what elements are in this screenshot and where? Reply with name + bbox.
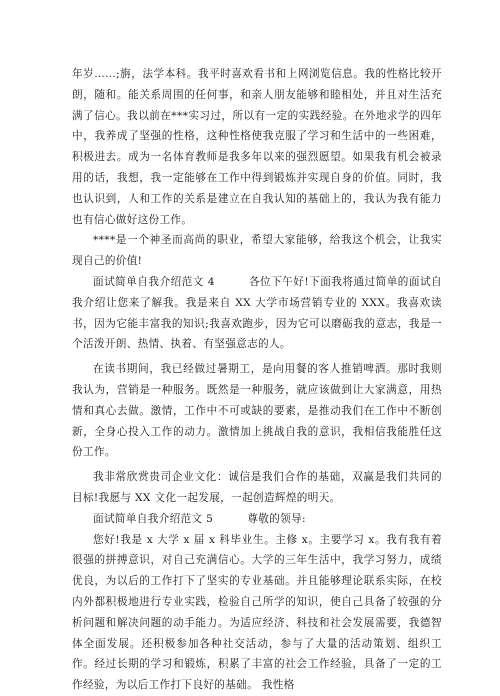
section-text: 尊敬的领导:	[247, 512, 306, 525]
section-paragraph	[72, 272, 442, 355]
document-page	[72, 64, 442, 696]
body-paragraph: 在读书期间，我已经做过暑期工，是向用餐的客人推销啤酒。那时我则我认为，营销是一种服务。既然是一种服务，就应该做到让大家满意，用热情和真心去做。激情，工作中不可或缺的要素，是推动我们在工作中不断创新，全身心投入工作的动力。激情加上挑战自我的意识，我相信我能胜任这份工作。	[72, 363, 442, 459]
section-heading: 面试简单自我介绍范文 5	[93, 512, 214, 525]
body-paragraph: ****是一个神圣而高尚的职业，希望大家能够，给我这个机会，让我实现自己的价值!	[72, 234, 442, 268]
section-text: 各位下午好!下面我将通过简单的面试自我介绍让您来了解我。我是来自 XX 大学市场营销专业的 XXX。我喜欢读书，因为它能丰富我的知识;我喜欢跑步，因为它可以磨砺我的意志，我是一个活泼开朗、热情、执着、有坚强意志的人。	[72, 275, 442, 351]
section-paragraph	[72, 509, 442, 530]
body-paragraph: 我非常欣赏贵司企业文化：诚信是我们合作的基础，双赢是我们共同的目标!我愿与 XX 文化一起发展，一起创造辉煌的明天。	[72, 471, 442, 504]
section-heading: 面试简单自我介绍范文 4	[93, 275, 215, 288]
body-paragraph: 年岁……;旃，法学本科。我平时喜欢看书和上网浏览信息。我的性格比较开朗，随和。能关系周围的任何事，和亲人朋友能够和睦相处，并且对生活充满了信心。我以前在***实习过，所以有一定的实践经验。在外地求学的四年中，我养成了坚强的性格，这种性格使我克服了学习和生活中的一些困难，积极进去。成为一名体育教师是我多年以来的强烈愿望。如果我有机会被录用的话，我想，我一定能够在工作中得到锻炼并实现自身的价值。同时，我也认识到，人和工作的关系是建立在自我认知的基础上的，我认为我有能力也有信心做好这份工作。	[72, 68, 442, 226]
body-paragraph: 您好!我是 x 大学 x 届 x 科毕业生。主修 x。主要学习 x。我有我有着很强的拼搏意识，对自己充满信心。大学的三年生活中，我学习努力，成绩优良，为以后的工作打下了坚实的专业基础。并且能够理论联系实际，在校内外都积极地进行专业实践，检验自己所学的知识，使自己具备了较强的分析问题和解决问题的动手能力。为适应经济、科技和社会发展需要，我德智体全面发展。还积极参加各种社交活动，参与了大量的活动策划、组织工作。经过长期的学习和锻炼，积累了丰富的社会工作经验，具备了一定的工作经验，为以后工作打下良好的基础。 我性格	[72, 533, 442, 692]
